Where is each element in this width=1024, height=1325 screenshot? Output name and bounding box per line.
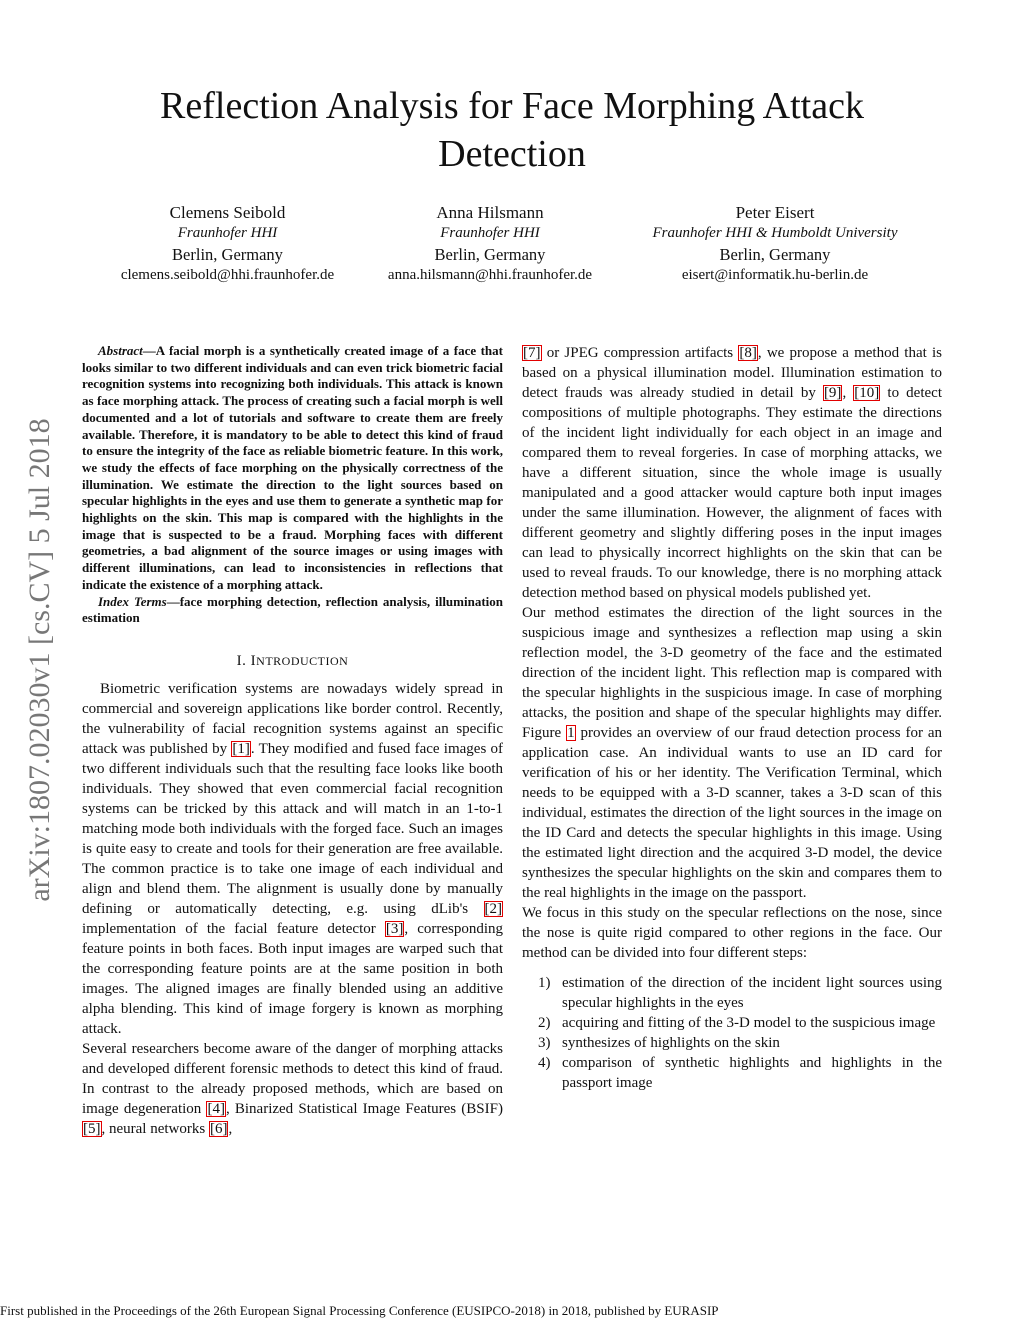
list-item: 3) synthesizes of highlights on the skin: [538, 1035, 780, 1051]
paragraph: We focus in this study on the specular reflections on the nose, since the nose is quite rigid compared to other regions in the face. Our method can be divided into four different steps:: [522, 905, 942, 961]
citation-link[interactable]: [7]: [523, 345, 541, 361]
paragraph: Biometric verification systems are nowadays widely spread in commercial and sovereign applications like border control. Recently, the vulnerability of facial recognition systems against an specific attack was published by [1]. They modified and fused face images of two different individuals such that the resulting face looks like booth individuals. They showed that even commercial facial recognition systems can be tricked by this attack and will match in an 1-to-1 matching mode both individuals with the forged face. Such an images is quite easy to create and tools for their generation are free available. The common practice is to take one image of each individual and align and blend them. The alignment is usually done by manually defining or automatically detecting, e.g. using dLib's [2] implementation of the facial feature detector [3], corresponding feature points in both faces. Both input images are warped such that the corresponding feature points are at the same position in both images. The aligned images are finally blended using an additive alpha blending. This kind of image forgery is known as morphing attack.: [82, 680, 504, 1037]
citation-link[interactable]: [10]: [854, 385, 880, 401]
paragraph: Our method estimates the direction of the light sources in the suspicious image and synthesizes a reflection map using a skin reflection model, the 3-D geometry of the face and the estimated direction of the incident light. This reflection map is compared with the specular highlights in the suspicious image. In case of morphing attacks, the position and shape of the specular highlights may differ. Figure 1 provides an overview of our fraud detection process for an application case. An individual wants to use an ID card for verification of his or her identity. The Verification Terminal, which needs to be equipped with a 3-D scanner, takes a 3-D scan of this individual, estimates the direction of the light sources in the image on the ID Card and detects the specular highlights in this image. Using the estimated light direction and the acquired 3-D model, the device synthesizes the specular highlights on the skin and compares them to the real highlights in the image on the passport.: [522, 605, 942, 901]
figure-link[interactable]: 1: [567, 725, 575, 741]
abstract-text: —A facial morph is a synthetically created image of a face that looks similar to two different individuals and can even trick biometric facial recognition systems into recognizing both individuals. This attack is known as face morphing attack. The process of creating such a facial morph is well documented and a lot of tutorials and software to create them are freely available. Therefore, it is mandatory to be able to detect this kind of fraud to ensure the integrity of the face as reliable biometric feature. In this work, we study the effects of face morphing on the physically correctness of the illumination. We estimate the direction to the light sources based on specular highlights in the eyes and use them to generate a synthetic map for highlights on the skin. This map is compared with the highlights in the image that is suspected to be a fraud. Morphing faces with different geometries, a bad alignment of the source images or using images with different illuminations, can lead to inconsistencies in reflections that indicate the existence of a morphing attack.: [82, 343, 503, 592]
publication-footer: First published in the Proceedings of the 26th European Signal Processing Conference (EUSIPCO-2018) in 2018, published by EURASIP: [0, 1303, 719, 1318]
paper-title: Reflection Analysis for Face Morphing Attack Detection: [160, 85, 864, 175]
citation-link[interactable]: [1]: [232, 740, 250, 757]
author-affiliation: Fraunhofer HHI & Humboldt University: [652, 225, 898, 241]
arxiv-identifier[interactable]: arXiv:1807.02030v1 [cs.CV] 5 Jul 2018: [23, 418, 56, 902]
citation-link[interactable]: [8]: [739, 345, 757, 361]
author-email[interactable]: clemens.seibold@hhi.fraunhofer.de: [120, 267, 335, 283]
citation-link[interactable]: [5]: [83, 1120, 101, 1137]
citation-link[interactable]: [4]: [207, 1100, 225, 1117]
author-email[interactable]: eisert@informatik.hu-berlin.de: [681, 267, 869, 283]
left-column: [82, 343, 503, 1139]
citation-link[interactable]: [3]: [385, 920, 404, 937]
citation-link[interactable]: [9]: [823, 385, 842, 401]
index-terms-text: —face morphing detection, reflection analysis, illumination estimation: [82, 593, 503, 626]
right-column: [522, 343, 942, 1093]
author-email[interactable]: anna.hilsmann@hhi.fraunhofer.de: [387, 267, 593, 283]
list-item: 4) comparison of synthetic highlights and highlights in the passport image: [538, 1055, 942, 1091]
author-affiliation: Fraunhofer HHI: [177, 225, 278, 241]
author-name: Peter Eisert: [735, 203, 815, 222]
author-name: Anna Hilsmann: [436, 203, 544, 222]
author-block: [365, 202, 615, 286]
citation-link[interactable]: [6]: [209, 1120, 228, 1137]
index-terms-label: Index Terms: [98, 593, 167, 609]
list-item: 2) acquiring and fitting of the 3-D model to the suspicious image: [538, 1015, 936, 1031]
author-location: Berlin, Germany: [434, 245, 546, 264]
abstract: [82, 343, 503, 594]
author-location: Berlin, Germany: [719, 245, 831, 264]
author-block: [95, 202, 360, 286]
author-affiliation: Fraunhofer HHI: [440, 225, 540, 241]
paragraph: [7] or JPEG compression artifacts [8], we propose a method that is based on a physical illumination model. Illumination estimation to detect frauds was already studied in detail by [9], [10] to detect compositions of multiple photographs. They estimate the directions of the incident light individually for each object in an image and compared them to reveal forgeries. In case of morphing attacks, we have a different situation, since the whole image is usually manipulated and a good attacker would capture both input images under the same illumination. However, the alignment of faces with different geometry and slightly differing poses in the input images can lead to physically incorrect highlights on the skin that can be used to reveal frauds. To our knowledge, there is no morphing attack detection method based on physical models published yet.: [522, 345, 942, 601]
section-heading-introduction: I. INTRODUCTION: [236, 652, 349, 669]
arxiv-sidebar: [20, 380, 60, 940]
list-item: 1) estimation of the direction of the incident light sources using specular highlights in the eyes: [538, 975, 942, 1011]
abstract-label: Abstract: [98, 343, 143, 358]
index-terms: [82, 594, 503, 627]
author-block: [625, 202, 925, 286]
paragraph: Several researchers become aware of the danger of morphing attacks and developed different forensic methods to detect this kind of fraud. In contrast to the already proposed methods, which are based on image degeneration [4], Binarized Statistical Image Features (BSIF) [5], neural networks [6],: [82, 1040, 503, 1137]
author-location: Berlin, Germany: [172, 245, 283, 264]
author-name: Clemens Seibold: [169, 203, 286, 222]
citation-link[interactable]: [2]: [484, 900, 502, 917]
method-steps-list: [522, 973, 942, 1093]
